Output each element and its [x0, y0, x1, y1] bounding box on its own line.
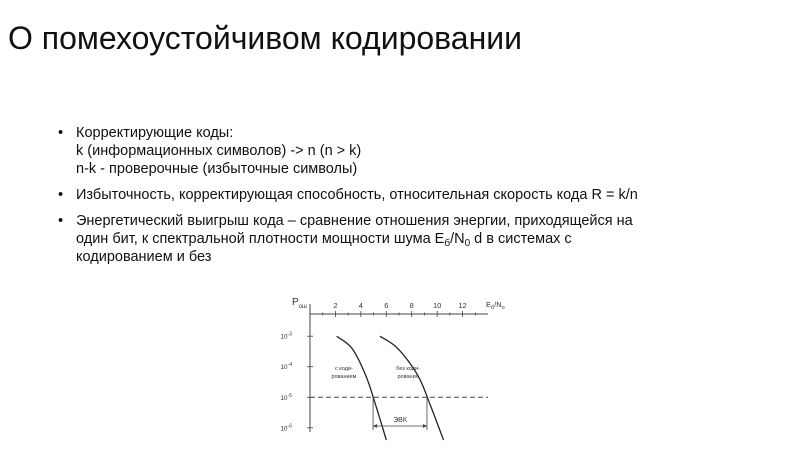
y-axis-label-sub: ош	[298, 304, 307, 310]
x-tick-label: 2	[333, 301, 338, 310]
x-tick-label: 8	[409, 301, 414, 310]
bullet-line	[76, 230, 738, 248]
y-tick-exponent: -6	[287, 423, 292, 430]
subscript: 0	[464, 238, 471, 249]
bullet-line: • Корректирующие коды:	[76, 125, 234, 141]
x-axis-label	[486, 300, 505, 311]
y-tick-exponent: -3	[287, 331, 292, 338]
y-axis-label-main: P	[292, 297, 299, 308]
text-segment: /N	[450, 231, 465, 247]
gain-arrow-left	[373, 424, 377, 428]
bullet-line: • Избыточность, корректирующая способность, относительная скорость кода R = k/n	[76, 187, 638, 203]
bullet-correcting-codes	[58, 124, 738, 178]
y-tick-label	[280, 332, 292, 341]
x-axis-label-mid: /N	[494, 300, 502, 309]
bullet-line: • Энергетический выигрыш кода – сравнение отношения энергии, приходящейся на	[76, 213, 633, 229]
x-axis-label-sub: б	[491, 305, 495, 311]
bullet-line: n-k - проверочные (избыточные символы)	[76, 161, 358, 177]
bullet-energy-gain	[58, 212, 738, 266]
y-tick-base: 10	[280, 364, 288, 372]
gain-label: ЭВК	[393, 417, 407, 424]
x-tick-label: 4	[358, 301, 363, 310]
curve-with-coding	[337, 336, 387, 440]
y-tick-base: 10	[280, 425, 288, 433]
y-tick-base: 10	[280, 394, 288, 402]
text-segment: d в системах с	[470, 231, 572, 247]
y-tick-exponent: -4	[287, 362, 292, 369]
bullet-line: кодированием и без	[76, 249, 212, 265]
bullet-list	[58, 124, 738, 274]
y-axis-label	[292, 297, 307, 310]
subscript: б	[444, 238, 451, 249]
y-tick-label	[280, 423, 292, 432]
text-segment: один бит, к спектральной плотности мощности шума E	[76, 231, 445, 247]
curve-without-coding	[380, 336, 444, 440]
bullet-line: k (информационных символов) -> n (n > k)	[76, 143, 362, 159]
curve-label: с коди-	[335, 365, 353, 372]
curve-label: рованием	[331, 373, 357, 380]
y-tick-label	[280, 393, 292, 402]
curve-label: рования	[397, 373, 419, 380]
slide-title: О помехоустойчивом кодировании	[8, 20, 523, 56]
x-axis-label-main: E	[486, 300, 492, 309]
y-tick-exponent: -5	[287, 392, 292, 399]
x-tick-label: 12	[458, 301, 467, 310]
y-tick-base: 10	[280, 333, 288, 341]
bullet-redundancy	[58, 186, 738, 204]
y-tick-label	[280, 362, 292, 371]
ber-chart	[270, 290, 510, 446]
gain-arrow-right	[423, 424, 427, 428]
x-tick-label: 10	[432, 301, 442, 310]
x-axis-label-sub2: о	[501, 305, 505, 311]
x-tick-label: 6	[384, 301, 389, 310]
curve-label: без коди-	[396, 365, 420, 372]
